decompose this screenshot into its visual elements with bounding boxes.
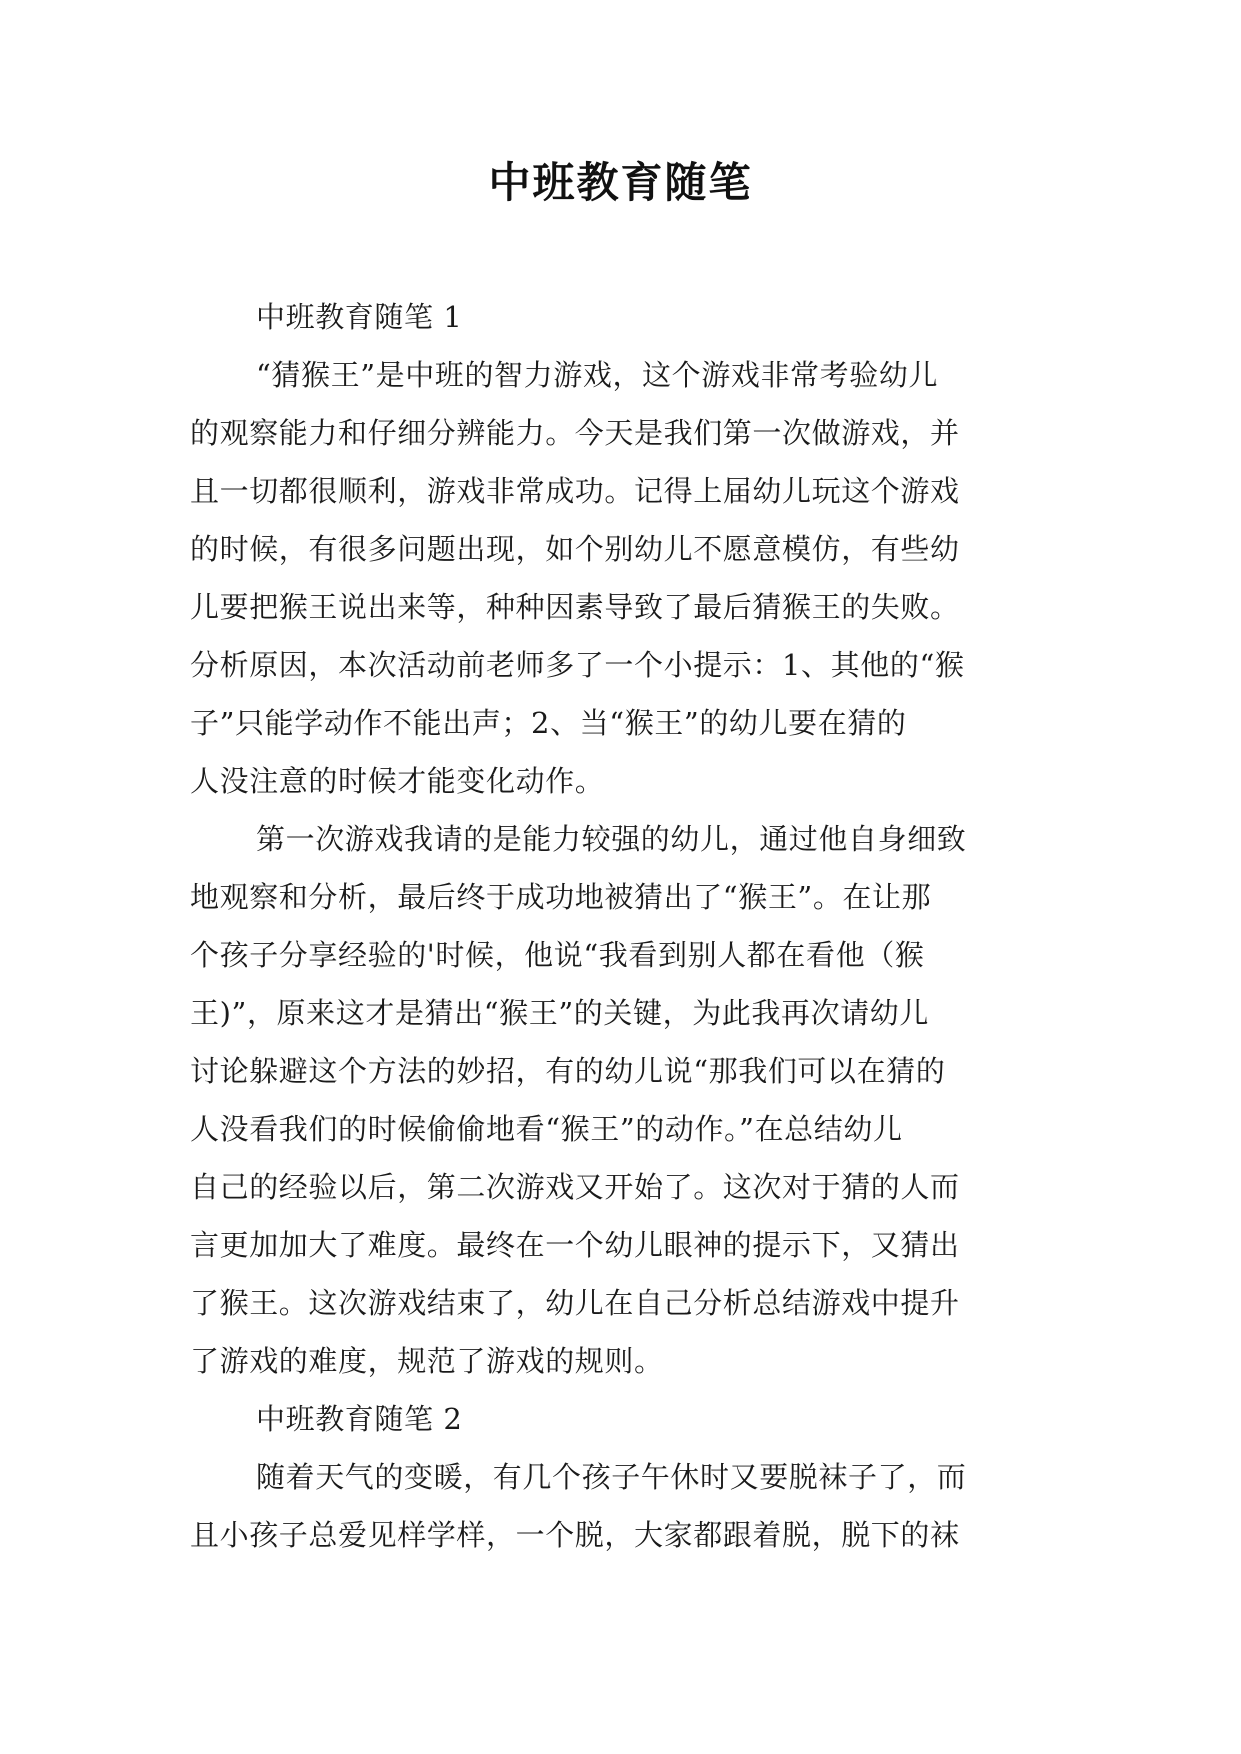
body-text-line: “猜猴王”是中班的智力游戏，这个游戏非常考验幼儿 [256,358,939,392]
document-title: 中班教育随笔 [488,158,753,207]
section-heading: 中班教育随笔 1 [256,300,463,334]
body-text-line: 随着天气的变暖，有几个孩子午休时又要脱袜子了，而 [256,1460,967,1494]
body-text-line: 个孩子分享经验的'时候，他说“我看到别人都在看他（猴 [190,938,925,972]
body-text-line: 且一切都很顺利，游戏非常成功。记得上届幼儿玩这个游戏 [190,474,960,508]
body-text-line: 人没看我们的时候偷偷地看“猴王”的动作。”在总结幼儿 [190,1112,903,1146]
body-text-line: 子”只能学动作不能出声；2、当“猴王”的幼儿要在猜的 [190,706,907,740]
body-text-line: 的观察能力和仔细分辨能力。今天是我们第一次做游戏，并 [190,416,960,450]
body-text-line: 言更加加大了难度。最终在一个幼儿眼神的提示下，又猜出 [190,1228,960,1262]
document-body [190,288,1052,1564]
body-text-line: 自己的经验以后，第二次游戏又开始了。这次对于猜的人而 [190,1170,960,1204]
body-text-line: 人没注意的时候才能变化动作。 [190,764,605,798]
body-text-line: 王)”，原来这才是猜出“猴王”的关键，为此我再次请幼儿 [190,996,929,1030]
body-text-line: 第一次游戏我请的是能力较强的幼儿，通过他自身细致 [256,822,967,856]
body-text-line: 的时候，有很多问题出现，如个别幼儿不愿意模仿，有些幼 [190,532,960,566]
section-heading: 中班教育随笔 2 [256,1402,463,1436]
body-text-line: 了猴王。这次游戏结束了，幼儿在自己分析总结游戏中提升 [190,1286,960,1320]
body-text-line: 儿要把猴王说出来等，种种因素导致了最后猜猴王的失败。 [190,590,960,624]
body-text-line: 讨论躲避这个方法的妙招，有的幼儿说“那我们可以在猜的 [190,1054,946,1088]
body-text-line: 分析原因，本次活动前老师多了一个小提示：1、其他的“猴 [190,648,965,682]
body-text-line: 地观察和分析，最后终于成功地被猜出了“猴王”。在让那 [190,880,932,914]
body-text-line: 了游戏的难度，规范了游戏的规则。 [190,1344,664,1378]
body-text-line: 且小孩子总爱见样学样，一个脱，大家都跟着脱，脱下的袜 [190,1518,960,1552]
